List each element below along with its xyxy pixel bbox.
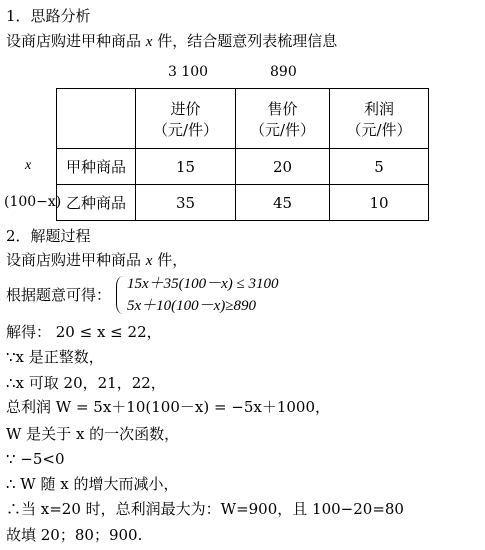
table-row — [57, 185, 429, 221]
table-cell: 45 — [236, 185, 330, 221]
inequality-2: 5x＋10(100－x)≥890 — [127, 298, 257, 314]
row-qty-jia: x — [25, 158, 32, 173]
section1-intro — [6, 31, 337, 52]
intro-var: x — [145, 34, 153, 50]
section2-heading: 2．解题过程 — [6, 227, 91, 245]
system-brace — [116, 276, 124, 314]
table-cell: 5 — [330, 149, 429, 185]
header-profit: 利润 （元/件） — [330, 89, 429, 149]
system-label: 根据题意可得： — [6, 286, 112, 304]
row-qty-yi: (100−x) — [4, 194, 62, 210]
intro-suffix: 件，结合题意列表梳理信息 — [157, 32, 338, 50]
linear-line: W 是关于 x 的一次函数， — [6, 425, 180, 443]
assume-prefix: 设商店购进甲种商品 — [6, 251, 142, 269]
assume-var: x — [145, 253, 153, 269]
table-corner-cell — [57, 89, 136, 149]
max-line: ∴当 x=20 时，总利润最大为：W=900，且 100−20=80 — [6, 500, 404, 518]
profit-line: 总利润 W = 5x＋10(100－x) = −5x＋1000， — [6, 398, 331, 416]
table-cell: 35 — [136, 185, 236, 221]
table-header-row — [57, 89, 429, 149]
table-row — [57, 149, 429, 185]
total-profit-label: 890 — [270, 64, 297, 80]
section1-heading: 1．思路分析 — [6, 7, 91, 25]
integer-line: ∵x 是正整数， — [6, 348, 104, 366]
row-name: 甲种商品 — [57, 149, 136, 185]
negative-line: ∵ −5<0 — [6, 450, 65, 468]
header-sell-price: 售价 （元/件） — [236, 89, 330, 149]
info-table — [56, 88, 429, 221]
assume-line — [6, 250, 187, 271]
table-cell: 10 — [330, 185, 429, 221]
table-cell: 20 — [236, 149, 330, 185]
values-line: ∴x 可取 20，21，22， — [6, 374, 166, 392]
table-cell: 15 — [136, 149, 236, 185]
decreasing-line: ∴ W 随 x 的增大而减小， — [6, 475, 179, 493]
header-cost-price: 进价 （元/件） — [136, 89, 236, 149]
intro-prefix: 设商店购进甲种商品 — [6, 32, 142, 50]
solution-line: 解得： 20 ≤ x ≤ 22， — [6, 323, 162, 341]
assume-suffix: 件， — [157, 251, 188, 269]
total-cost-label: 3 100 — [168, 64, 209, 80]
inequality-1: 15x＋35(100－x) ≤ 3100 — [127, 276, 279, 292]
answer-line: 故填 20；80；900. — [6, 526, 143, 544]
row-name: 乙种商品 — [57, 185, 136, 221]
